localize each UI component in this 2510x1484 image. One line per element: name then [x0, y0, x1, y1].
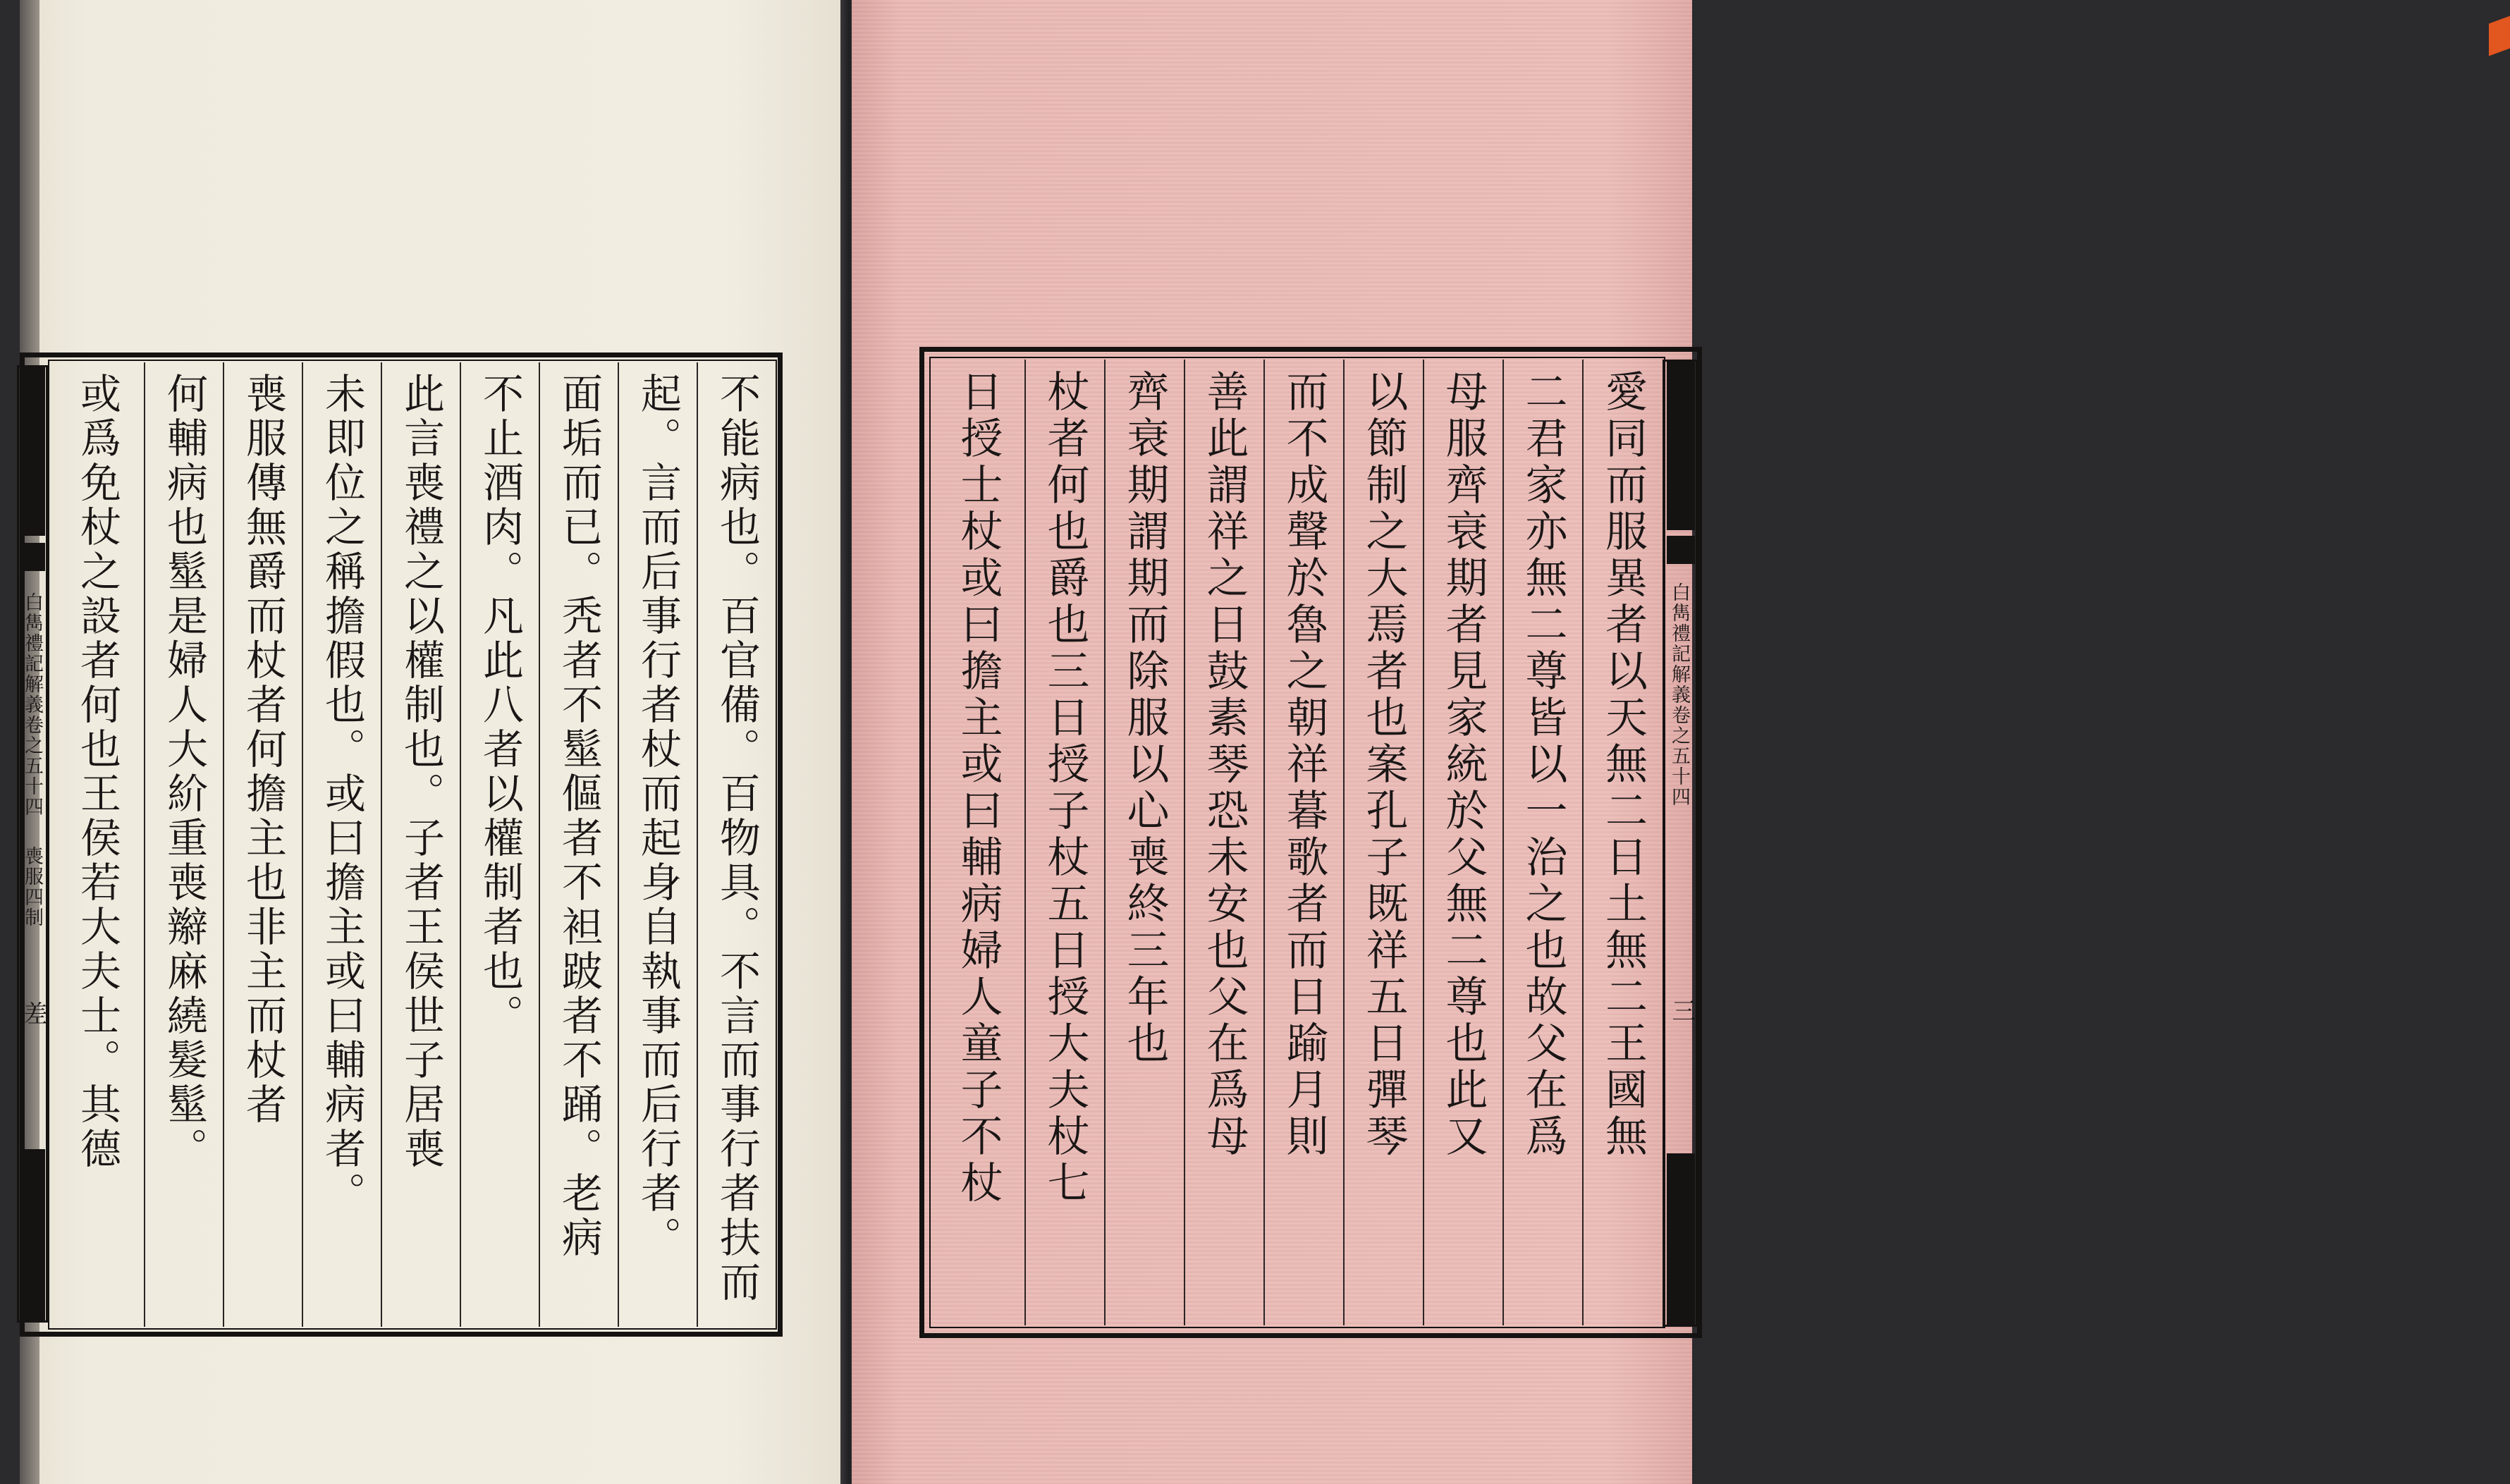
left-fishtail-top: [20, 367, 45, 536]
text-column: [697, 362, 776, 1327]
corner-tab: [2489, 16, 2510, 56]
column-text: 面垢而已。秃者不髽傴者不袒跛者不踊。老病: [555, 372, 603, 1261]
left-columns: [51, 362, 776, 1327]
column-text: 杖者何也爵也三日授子杖五日授大夫杖七: [1040, 369, 1090, 1207]
column-text: 起。言而后事行者杖而起身自執事而后行者。: [634, 372, 682, 1261]
column-text: 不止酒肉。凡此八者以權制者也。: [476, 372, 524, 1038]
text-column: [302, 362, 381, 1327]
text-column: [1184, 360, 1263, 1325]
right-fishtail-bottom: [1667, 1153, 1695, 1325]
text-column: [1263, 360, 1343, 1325]
right-page: [852, 0, 1696, 1484]
text-column: [539, 362, 618, 1327]
column-text: 齊衰期謂期而除服以心喪終三年也: [1120, 369, 1170, 1067]
column-text: 以節制之大焉者也案孔子既祥五日彈琴: [1359, 369, 1409, 1160]
left-margin-section: 喪服四制: [21, 846, 43, 928]
column-text: 喪服傳無爵而杖者何擔主也非主而杖者: [239, 372, 287, 1127]
column-text: 二君家亦無二尊皆以一治之也故父在爲: [1518, 369, 1568, 1160]
text-column: [1582, 360, 1663, 1325]
text-column: [1343, 360, 1423, 1325]
column-text: 何輔病也髽是婦人大紒重喪辮麻繞髮髽。: [160, 372, 208, 1172]
column-text: 愛同而服異者以天無二日土無二王國無: [1598, 369, 1648, 1160]
left-fishtail-mid: [20, 543, 45, 571]
left-page: [20, 0, 850, 1484]
right-fishtail-top: [1667, 361, 1695, 530]
text-column: [223, 362, 302, 1327]
left-fishtail-bottom: [20, 1149, 45, 1321]
column-text: 或爲免杖之設者何也王侯若大夫士。其德: [73, 372, 121, 1172]
text-column: [51, 362, 144, 1327]
text-column: [932, 360, 1024, 1325]
right-margin-title: 白雋禮記解義卷之五十四: [1668, 582, 1690, 807]
text-column: [1423, 360, 1502, 1325]
text-column: [1502, 360, 1582, 1325]
column-text: 善此謂祥之日鼓素琴恐未安也父在爲母: [1199, 369, 1249, 1160]
text-column: [1104, 360, 1184, 1325]
text-column: [618, 362, 697, 1327]
right-margin-page-number: 三: [1667, 998, 1696, 1024]
column-text: 日授士杖或曰擔主或曰輔病婦人童子不杖: [953, 369, 1003, 1207]
right-columns: [932, 360, 1663, 1325]
text-column: [460, 362, 539, 1327]
left-margin-title: 白雋禮記解義卷之五十四: [21, 592, 43, 817]
text-column: [144, 362, 223, 1327]
column-text: 而不成聲於魯之朝祥暮歌者而日踰月則: [1279, 369, 1329, 1160]
column-text: 不能病也。百官備。百物具。不言而事行者扶而: [713, 372, 761, 1305]
text-column: [381, 362, 460, 1327]
column-text: 母服齊衰期者見家統於父無二尊也此又: [1438, 369, 1488, 1160]
right-fishtail-mid: [1667, 536, 1695, 564]
column-text: 此言喪禮之以權制也。子者王侯世子居喪: [397, 372, 445, 1172]
text-column: [1024, 360, 1104, 1325]
column-text: 未即位之稱擔假也。或曰擔主或曰輔病者。: [318, 372, 366, 1216]
left-margin-page-number: 差: [19, 1001, 47, 1026]
